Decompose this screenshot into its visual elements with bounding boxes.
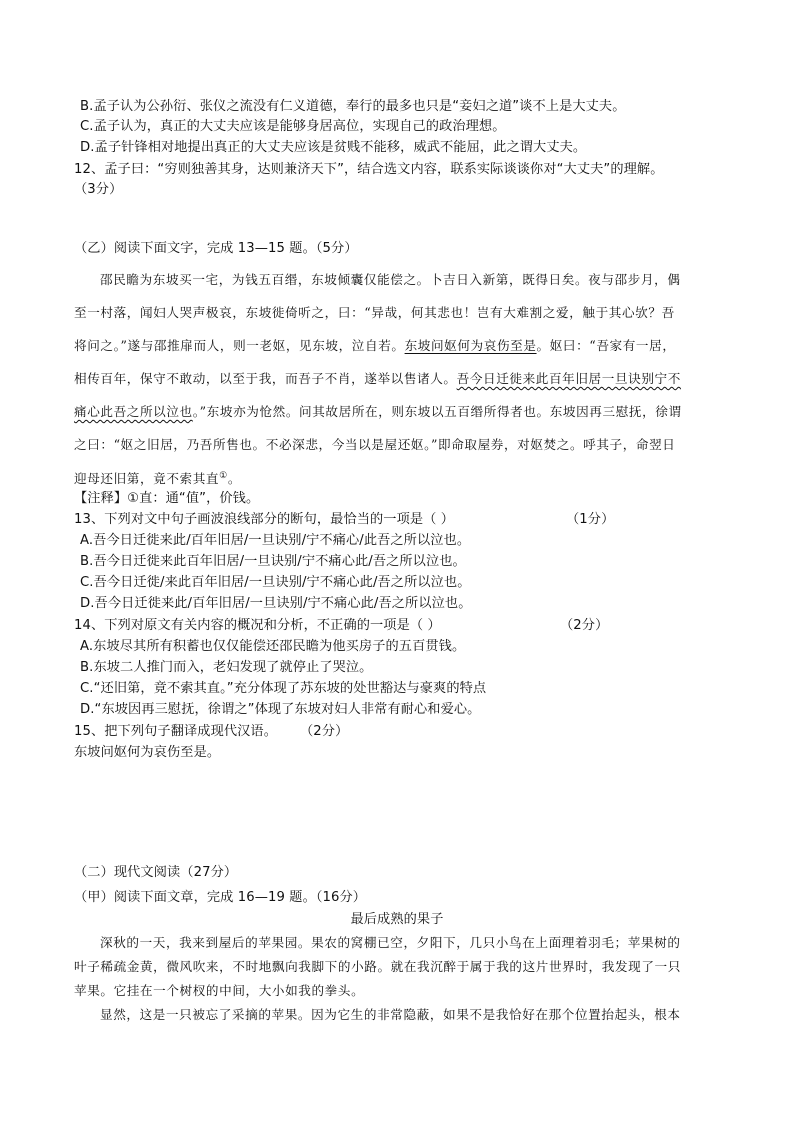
q13-option-c: C.吾今日迁徙/来此百年旧居/一旦诀别/宁不痛心此/吾之所以泣也。 <box>80 575 471 590</box>
passage-text: 相传百年，保守不敢动，以至于我，而吾子不肖，遂举以售诸人。 <box>74 371 457 386</box>
q14-option-b: B.东坡二人推门而入，老妇发现了就停止了哭泣。 <box>80 660 373 675</box>
q13-score: （1分） <box>566 512 615 527</box>
q13-stem: 13、下列对文中句子画波浪线部分的断句，最恰当的一项是（ ） <box>74 512 455 527</box>
article-p1-line-3: 苹果。它挂在一个树杈的中间，大小如我的拳头。 <box>74 983 365 998</box>
q11-option-b: B.孟子认为公孙衍、张仪之流没有仁义道德，奉行的最多也只是“妾妇之道”谈不上是大丈夫。 <box>80 99 626 114</box>
q14-option-c: C.“还旧第，竟不索其直。”充分体现了苏东坡的处世豁达与豪爽的特点 <box>80 681 487 696</box>
article-title: 最后成熟的果子 <box>350 912 444 927</box>
article-p1-line-2: 叶子稀疏金黄，微风吹来，不时地飘向我脚下的小路。就在我沉醉于属于我的这片世界时，我发现了一只 <box>74 959 681 974</box>
article-p1-line-1: 深秋的一天，我来到屋后的苹果园。果农的窝棚已空，夕阳下，几只小鸟在上面理着羽毛；苹果树的 <box>100 935 681 950</box>
section-two-heading: （二）现代文阅读（27分） <box>74 865 238 880</box>
q12-stem: 12、孟子曰：“穷则独善其身，达则兼济天下”，结合选文内容，联系实际谈谈你对“大丈夫”的理解。 <box>74 162 664 177</box>
q13-option-d: D.吾今日迁徙来此/百年旧居/一旦诀别/宁不痛心此/吾之所以泣也。 <box>80 596 472 611</box>
q15-stem: 15、把下列句子翻译成现代汉语。 <box>74 724 278 739</box>
q14-option-d: D.“东坡因再三慰抚，徐谓之”体现了东坡对妇人非常有耐心和爱心。 <box>80 702 481 717</box>
section-yi-heading: （乙）阅读下面文字，完成 13—15 题。（5分） <box>74 241 358 256</box>
passage-line-3 <box>74 337 676 355</box>
passage-line-2: 至一村落，闻妇人哭声极哀，东坡徙倚听之，曰：“异哉，何其悲也！岂有大难割之爱，触于其心欤？吾 <box>74 305 675 320</box>
footnote-marker: ① <box>219 471 228 481</box>
passage-line-4 <box>74 370 681 388</box>
passage-line-1: 邵民瞻为东坡买一宅，为钱五百缗，东坡倾囊仅能偿之。卜吉日入新第，既得日矣。夜与邵步月，偶 <box>100 272 681 287</box>
q14-stem: 14、下列对原文有关内容的概况和分析，不正确的一项是（ ） <box>74 618 441 633</box>
q15-score: （2分） <box>300 724 349 739</box>
passage-text: 将问之。”遂与邵推扉而人，则一老妪，见东坡，泣自若。 <box>74 338 405 353</box>
passage-line-6: 之曰：“妪之旧居，乃吾所售也。不必深悲，今当以是屋还妪。”即命取屋券，对妪焚之。呼其子，命翌日 <box>74 437 676 452</box>
q12-score: （3分） <box>74 182 123 197</box>
q13-option-a: A.吾今日迁徙来此/百年旧居/一旦诀别/宁不痛心/此吾之所以泣也。 <box>80 533 471 548</box>
q11-option-d: D.孟子针锋相对地提出真正的大丈夫应该是贫贱不能移，威武不能屈，此之谓大丈夫。 <box>80 140 587 155</box>
wavy-underlined-sentence: 吾今日迁徙来此百年旧居一旦诀别宁不 <box>456 371 681 386</box>
underlined-sentence: 东坡问妪何为哀伤至是 <box>404 338 537 353</box>
q13-option-b: B.吾今日迁徙来此百年旧居/一旦诀别/宁不痛心此/吾之所以泣也。 <box>80 554 466 569</box>
section-jia-heading: （甲）阅读下面文章，完成 16—19 题。（16分） <box>74 890 367 905</box>
q14-score: （2分） <box>560 618 609 633</box>
passage-text: 迎母还旧第，竟不索其直 <box>74 471 220 487</box>
article-p2-line-1: 显然，这是一只被忘了采摘的苹果。因为它生的非常隐蔽，如果不是我恰好在那个位置抬起头，根本 <box>100 1007 681 1022</box>
passage-text: 。妪曰：“吾家有一居， <box>536 338 676 353</box>
annotation-note: 【注释】①直：通“值”，价钱。 <box>74 491 260 506</box>
passage-line-7 <box>74 467 241 488</box>
wavy-underlined-sentence: 痛心此吾之所以泣也 <box>74 404 193 419</box>
q15-sentence: 东坡问妪何为哀伤至是。 <box>74 745 221 760</box>
q11-option-c: C.孟子认为，真正的大丈夫应该是能够身居高位，实现自己的政治理想。 <box>80 119 506 134</box>
passage-text: 。”东坡亦为怆然。问其故居所在，则东坡以五百缗所得者也。东坡因再三慰抚，徐谓 <box>192 404 682 419</box>
passage-text: 。 <box>227 471 242 487</box>
q14-option-a: A.东坡尽其所有积蓄也仅仅能偿还邵民瞻为他买房子的五百贯钱。 <box>80 639 466 654</box>
passage-line-5 <box>74 403 682 421</box>
